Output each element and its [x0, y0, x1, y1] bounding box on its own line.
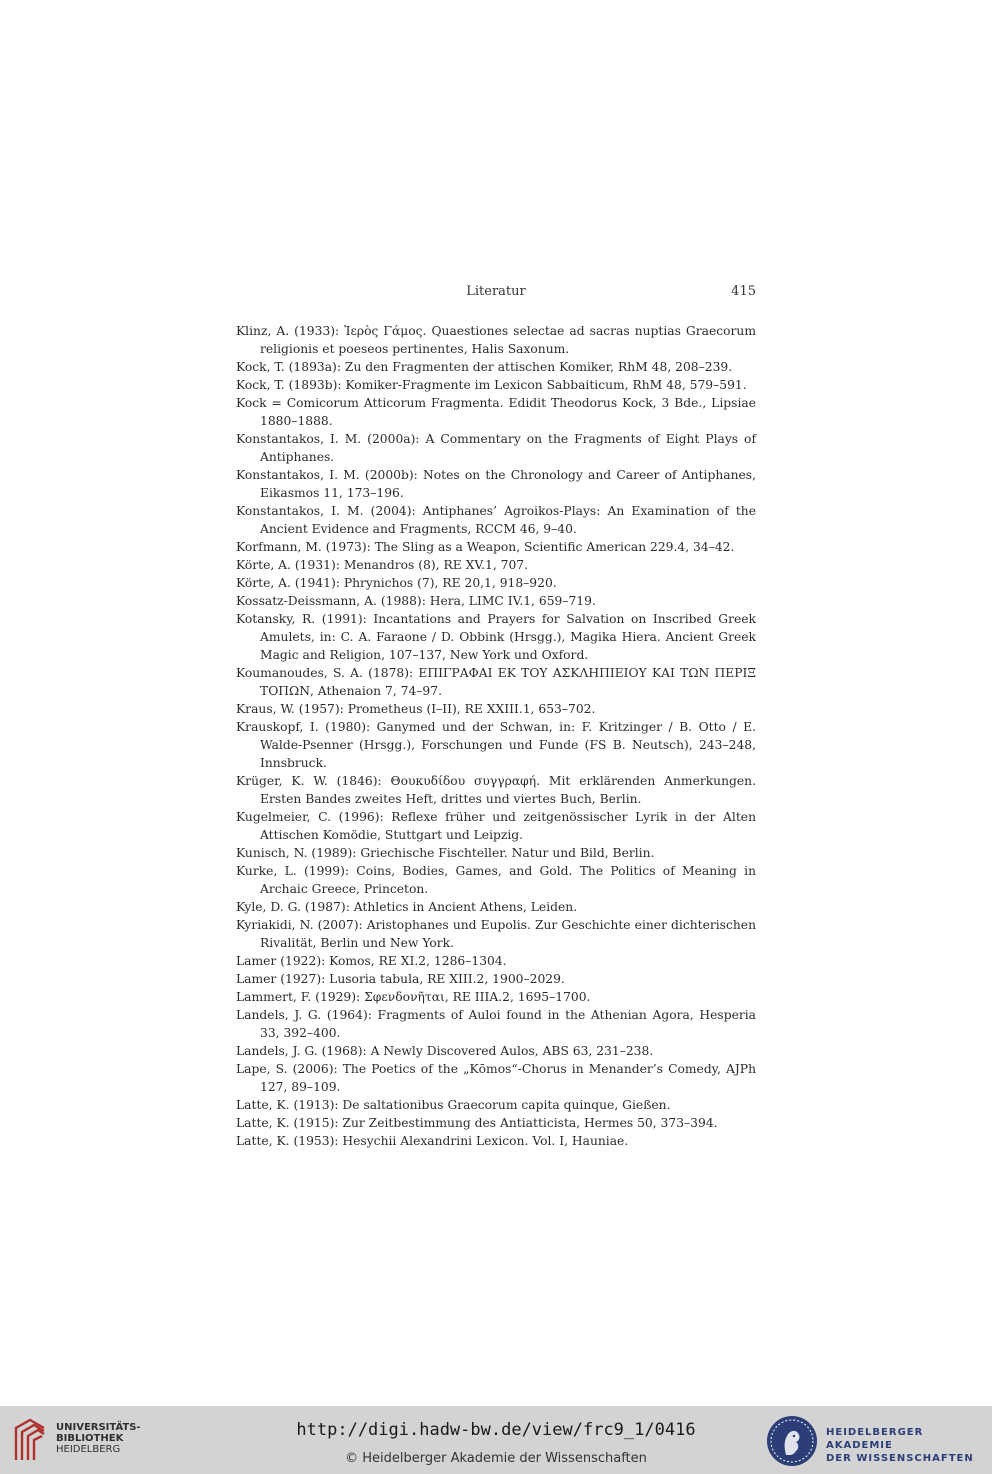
- bibliography-entry: Kossatz-Deissmann, A. (1988): Hera, LIMC IV.1, 659–719.: [236, 594, 596, 608]
- bibliography-entry: Landels, J. G. (1964): Fragments of Auloi found in the Athenian Agora, Hesperia 33, 392–400.: [236, 1008, 756, 1040]
- hadw-medallion-logo-icon[interactable]: [766, 1415, 818, 1467]
- running-head: [236, 284, 756, 302]
- ub-line-3: HEIDELBERG: [56, 1444, 121, 1455]
- copyright-notice: © Heidelberger Akademie der Wissenschaften: [345, 1451, 647, 1466]
- bibliography-list: [236, 322, 756, 1150]
- bibliography-entry: Kotansky, R. (1991): Incantations and Prayers for Salvation on Inscribed Greek Amulets, in: C. A. Faraone / D. Obbink (Hrsgg.), Magika Hiera. Ancient Greek Magic and Religion, 107–137, New York und Oxford.: [236, 612, 756, 662]
- bibliography-entry: Kurke, L. (1999): Coins, Bodies, Games, and Gold. The Politics of Meaning in Archaic Greece, Princeton.: [236, 864, 756, 896]
- bibliography-entry: Konstantakos, I. M. (2000b): Notes on the Chronology and Career of Antiphanes, Eikasmos 11, 173–196.: [236, 468, 756, 500]
- bibliography-entry: Kugelmeier, C. (1996): Reflexe früher und zeitgenössischer Lyrik in der Alten Attischen Komödie, Stuttgart und Leipzig.: [236, 810, 756, 842]
- bibliography-entry: Lape, S. (2006): The Poetics of the „Kōmos“-Chorus in Menander’s Comedy, AJPh 127, 89–109.: [236, 1062, 756, 1094]
- bibliography-entry: Kock, T. (1893a): Zu den Fragmenten der attischen Komiker, RhM 48, 208–239.: [236, 360, 733, 374]
- bibliography-entry: Konstantakos, I. M. (2000a): A Commentary on the Fragments of Eight Plays of Antiphanes.: [236, 432, 756, 464]
- running-head-title: Literatur: [466, 284, 526, 299]
- bibliography-entry: Kyle, D. G. (1987): Athletics in Ancient Athens, Leiden.: [236, 900, 578, 914]
- bibliography-entry: Latte, K. (1915): Zur Zeitbestimmung des Antiatticista, Hermes 50, 373–394.: [236, 1116, 718, 1130]
- bibliography-entry: Landels, J. G. (1968): A Newly Discovered Aulos, ABS 63, 231–238.: [236, 1044, 654, 1058]
- hadw-wordmark[interactable]: [826, 1426, 992, 1465]
- bibliography-entry: Latte, K. (1913): De saltationibus Graecorum capita quinque, Gießen.: [236, 1098, 671, 1112]
- bibliography-entry: Lamer (1922): Komos, RE XI.2, 1286–1304.: [236, 954, 507, 968]
- bibliography-entry: Lamer (1927): Lusoria tabula, RE XIII.2, 1900–2029.: [236, 972, 565, 986]
- bibliography-entry: Kock, T. (1893b): Komiker-Fragmente im Lexicon Sabbaiticum, RhM 48, 579–591.: [236, 378, 747, 392]
- permalink-url[interactable]: http://digi.hadw-bw.de/view/frc9_1/0416: [296, 1420, 696, 1440]
- bibliography-entry: Koumanoudes, S. A. (1878): ΕΠΙΓΡΑΦΑΙ ΕΚ ΤΟΥ ΑΣΚΛΗΠΙΕΙΟΥ ΚΑΙ ΤΩΝ ΠΕΡΙΞ ΤΟΠΩΝ, Athenaion 7, 74–97.: [236, 666, 756, 698]
- bibliography-entry: Kunisch, N. (1989): Griechische Fischteller. Natur und Bild, Berlin.: [236, 846, 655, 860]
- page-number: 415: [731, 284, 756, 299]
- bibliography-entry: Körte, A. (1941): Phrynichos (7), RE 20,1, 918–920.: [236, 576, 557, 590]
- bibliography-entry: Latte, K. (1953): Hesychii Alexandrini Lexicon. Vol. I, Hauniae.: [236, 1134, 629, 1148]
- bibliography-entry: Krauskopf, I. (1980): Ganymed und der Schwan, in: F. Kritzinger / B. Otto / E. Walde-Psenner (Hrsgg.), Forschungen und Funde (FS B. Neutsch), 243–248, Innsbruck.: [236, 720, 756, 770]
- ub-line-1: UNIVERSITÄTS-: [56, 1422, 141, 1433]
- hadw-line-1: HEIDELBERGER AKADEMIE: [826, 1427, 924, 1451]
- bibliography-entry: Körte, A. (1931): Menandros (8), RE XV.1, 707.: [236, 558, 529, 572]
- bibliography-entry: Kyriakidi, N. (2007): Aristophanes und Eupolis. Zur Geschichte einer dichterischen Rivalität, Berlin und New York.: [236, 918, 756, 950]
- hadw-line-2: DER WISSENSCHAFTEN: [826, 1453, 974, 1464]
- bibliography-entry: Korfmann, M. (1973): The Sling as a Weapon, Scientific American 229.4, 34–42.: [236, 540, 735, 554]
- bibliography-entry: Lammert, F. (1929): Σφενδονῆται, RE IIIA.2, 1695–1700.: [236, 990, 591, 1004]
- bibliography-entry: Kraus, W. (1957): Prometheus (I–II), RE XXIII.1, 653–702.: [236, 702, 596, 716]
- ub-line-2: BIBLIOTHEK: [56, 1433, 124, 1444]
- bibliography-entry: Kock = Comicorum Atticorum Fragmenta. Edidit Theodorus Kock, 3 Bde., Lipsiae 1880–1888.: [236, 396, 756, 428]
- bibliography-entry: Konstantakos, I. M. (2004): Antiphanes’ Agroikos-Plays: An Examination of the Ancient Evidence and Fragments, RCCM 46, 9–40.: [236, 504, 756, 536]
- bibliography-entry: Krüger, K. W. (1846): Θουκυδίδου συγγραφή. Mit erklärenden Anmerkungen. Ersten Bandes zweites Heft, drittes und viertes Buch, Berlin.: [236, 774, 756, 806]
- bibliography-entry: Klinz, A. (1933): Ἱερὸς Γάμος. Quaestiones selectae ad sacras nuptias Graecorum religionis et poeseos pertinentes, Halis Saxonum.: [236, 324, 756, 356]
- footer-bar: [0, 1406, 992, 1474]
